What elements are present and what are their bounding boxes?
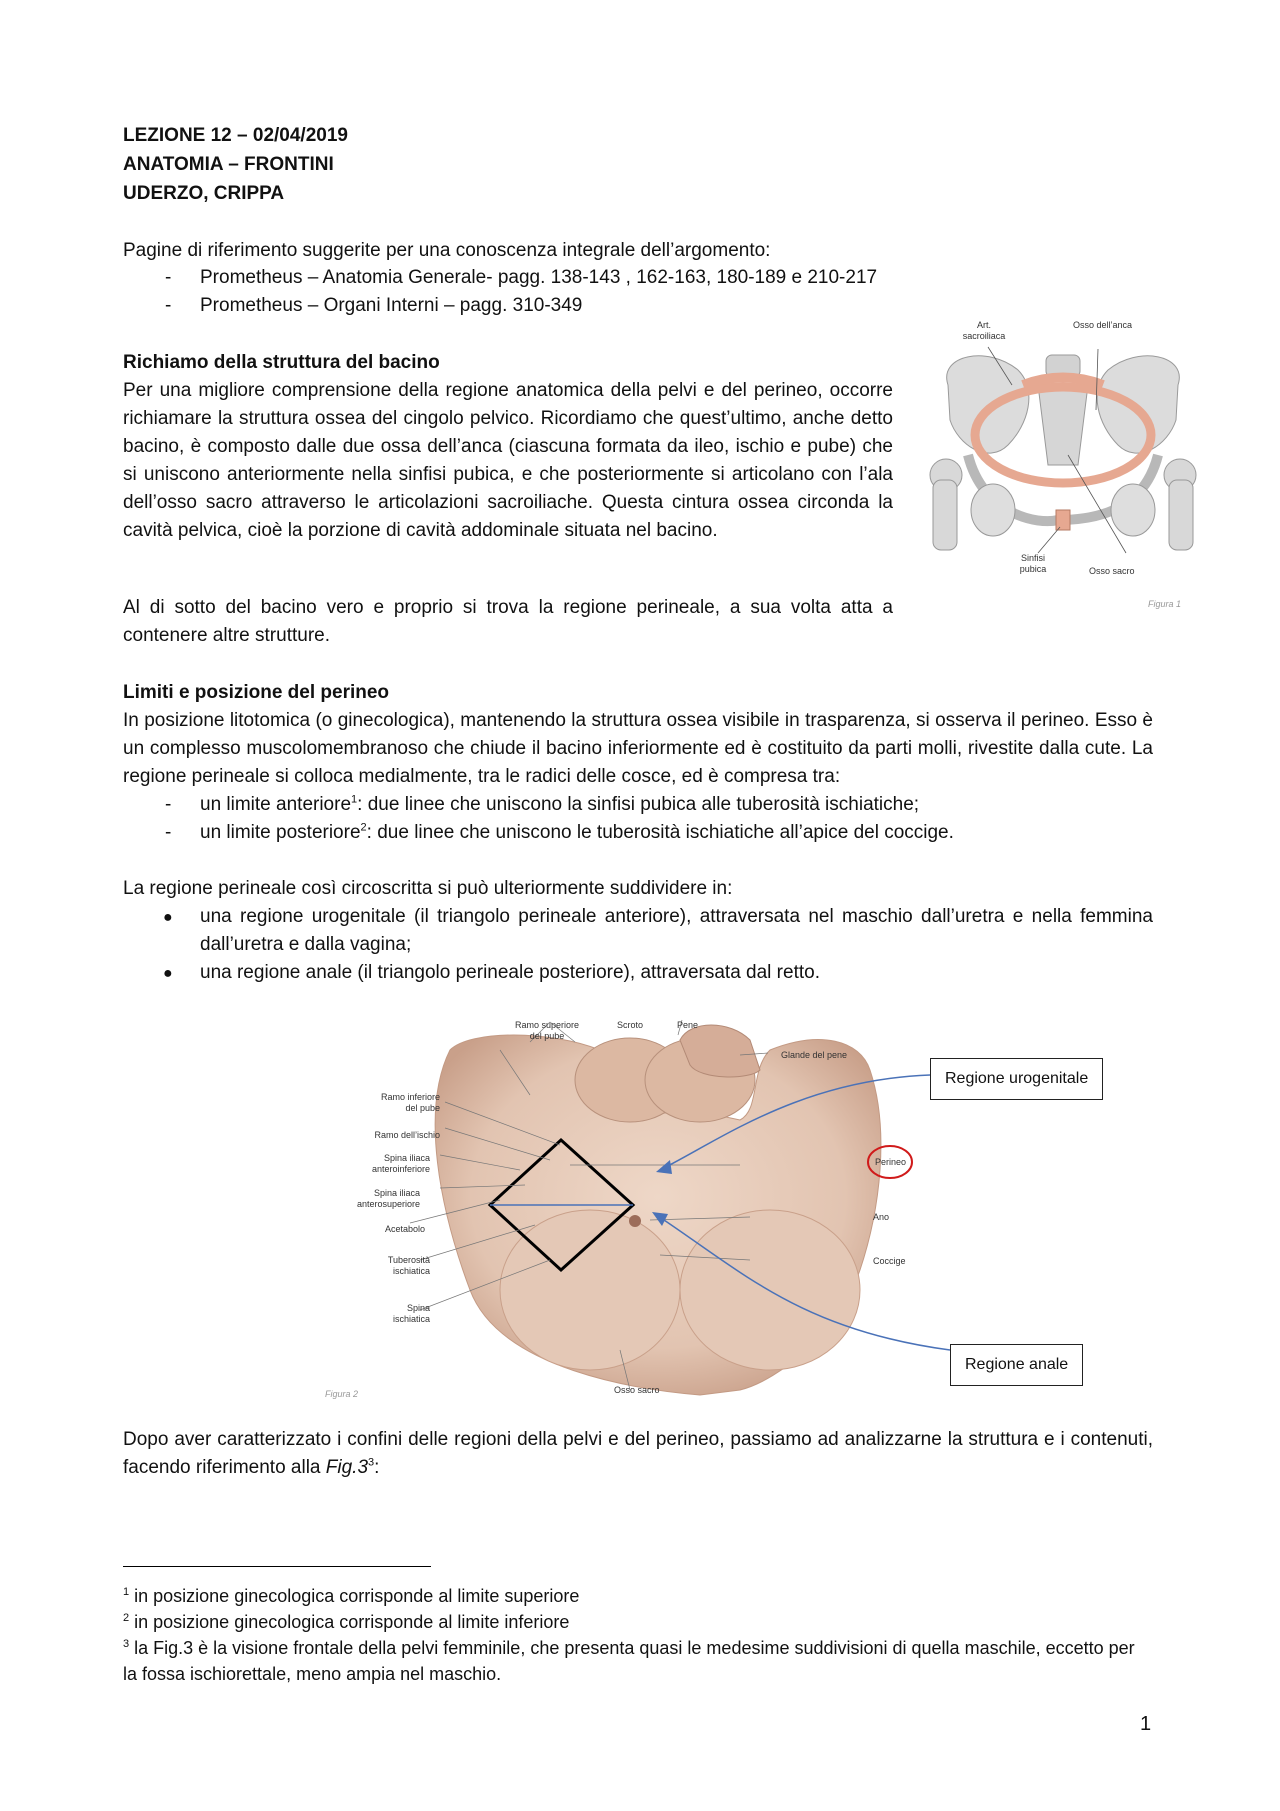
fig2-label-acetabolo: Acetabolo (384, 1224, 425, 1234)
reference-item: Prometheus – Anatomia Generale- pagg. 138-143 , 162-163, 180-189 e 210-217 (200, 267, 878, 288)
fig2-text: Spina iliaca (373, 1188, 420, 1198)
fig2-text: Tuberosità (387, 1255, 430, 1265)
fig2-label-pene: Pene (677, 1020, 699, 1030)
figure1-caption: Figura 1 (1148, 599, 1182, 609)
reference-item: Prometheus – Organi Interni – pagg. 310-349 (200, 295, 583, 316)
fig2-label-ramo-ischio: Ramo dell’ischio (374, 1130, 440, 1140)
fig1-label-osso-sacro: Osso sacro (1089, 566, 1135, 576)
fig2-text: anterosuperiore (356, 1199, 420, 1209)
fig2-label (340, 1303, 430, 1325)
fig2-text: Ramo superiore (514, 1020, 580, 1030)
fig1-label-osso-anca: Osso dell’anca (1073, 320, 1133, 330)
footnote-text: in posizione ginecologica corrisponde al limite inferiore (129, 1612, 570, 1632)
fig2-label (340, 1255, 430, 1277)
footnote-number: 2 (123, 1612, 130, 1624)
course-title: ANATOMIA – FRONTINI (123, 154, 334, 175)
limit-text: un limite posteriore (200, 822, 361, 843)
paragraph: Al di sotto del bacino vero e proprio si trova la regione perineale, a sua volta atta a contenere altre strutture. (123, 597, 893, 646)
list-dash: - (165, 822, 172, 843)
fig2-text: del pube (405, 1103, 440, 1113)
pelvis-illustration (928, 315, 1198, 605)
paragraph: In posizione litotomica (o ginecologica), mantenendo la struttura ossea visibile in trasparenza, si osserva il perineo. Esso è un complesso muscolomembranoso che chiude il bacino inferiormente ed è costituito da parti molli, rivestite dalla cute. La regione perineale si colloca medialmente, tra le radici delle cosce, ed è compresa tra: (123, 710, 1153, 787)
intro-text: Pagine di riferimento suggerite per una conoscenza integrale dell’argomento: (123, 240, 771, 261)
fig1-label-sacroiliaca: sacroiliaca (962, 331, 1006, 341)
fig1-label-pubica: pubica (1019, 564, 1047, 574)
fig1-label (1013, 553, 1053, 575)
fig2-label (360, 1092, 440, 1114)
fig2-text: Ramo inferiore (380, 1092, 440, 1102)
limit-text: : due linee che uniscono la sinfisi pubica alle tuberosità ischiatiche; (357, 794, 920, 815)
list-dash: - (165, 295, 172, 316)
footnote-number: 1 (123, 1586, 130, 1598)
fig1-label (960, 320, 1008, 342)
list-dash: - (165, 267, 172, 288)
list-dash: - (165, 794, 172, 815)
footnote-text: la Fig.3 è la visione frontale della pelvi femminile, che presenta quasi le medesime suddivisioni di quella maschile, eccetto per la fossa ischiorettale, meno ampia nel maschio. (123, 1638, 1135, 1684)
footnote-number: 3 (123, 1638, 130, 1650)
page-number: 1 (1140, 1713, 1152, 1735)
footnote-item (123, 1609, 1153, 1635)
section-title: Limiti e posizione del perineo (123, 682, 390, 703)
bullet-item: una regione urogenitale (il triangolo perineale anteriore), attraversata nel maschio dall’uretra e nella femmina dall’uretra e dalla vagina; (200, 906, 1153, 955)
lesson-title: LEZIONE 12 – 02/04/2019 (123, 125, 348, 146)
footnote-ref: 3 (368, 1456, 375, 1469)
region-box-anale: Regione anale (950, 1344, 1083, 1386)
footnote-separator (123, 1566, 431, 1567)
fig2-label (320, 1188, 420, 1210)
fig2-label (340, 1153, 430, 1175)
closing-text: Dopo aver caratterizzato i confini delle regioni della pelvi e del perineo, passiamo ad analizzarne la struttura e i contenuti, facendo riferimento alla (123, 1429, 1153, 1478)
limit-text: : due linee che uniscono le tuberosità ischiatiche all’apice del coccige. (366, 822, 954, 843)
fig2-label-scroto: Scroto (617, 1020, 644, 1030)
footnote-ref: 1 (351, 793, 358, 806)
fig2-label-perineo: Perineo (875, 1157, 907, 1167)
figure2-caption: Figura 2 (325, 1389, 359, 1399)
fig2-label-glande: Glande del pene (781, 1050, 848, 1060)
region-box-urogenitale: Regione urogenitale (930, 1058, 1103, 1100)
pelvis-figure (928, 315, 1198, 605)
bullet-dot: ● (163, 965, 173, 982)
authors: UDERZO, CRIPPA (123, 183, 285, 204)
bullet-dot: ● (163, 909, 173, 926)
fig1-label-sinfisi: Sinfisi (1020, 553, 1045, 563)
section-title: Richiamo della struttura del bacino (123, 352, 440, 373)
footnote-ref: 2 (360, 821, 367, 834)
limit-text: un limite anteriore (200, 794, 352, 815)
paragraph: La regione perineale così circoscritta si può ulteriormente suddividere in: (123, 878, 733, 899)
fig2-text: del pube (529, 1031, 565, 1041)
fig2-text: Spina iliaca (383, 1153, 430, 1163)
fig2-label-osso-sacro: Osso sacro (614, 1385, 660, 1395)
bullet-item: una regione anale (il triangolo perineale posteriore), attraversata dal retto. (200, 962, 820, 983)
closing-text: : (374, 1457, 380, 1478)
closing-paragraph (123, 1426, 1153, 1482)
fig2-text: ischiatica (392, 1266, 430, 1276)
fig2-label-ano: Ano (873, 1212, 890, 1222)
fig2-text: Spina (406, 1303, 430, 1313)
footnote-text: in posizione ginecologica corrisponde al limite superiore (129, 1586, 580, 1606)
limit-item (200, 819, 954, 847)
figure-reference: Fig.3 (325, 1457, 369, 1478)
fig2-text: anteroinferiore (371, 1164, 430, 1174)
fig1-label-art: Art. (976, 320, 991, 330)
footnote-item (123, 1635, 1153, 1687)
footnote-item (123, 1583, 1153, 1609)
fig2-text: ischiatica (392, 1314, 430, 1324)
fig2-label (512, 1020, 582, 1042)
fig2-label-coccige: Coccige (873, 1256, 906, 1266)
paragraph: Per una migliore comprensione della regione anatomica della pelvi e del perineo, occorre richiamare la struttura ossea del cingolo pelvico. Ricordiamo che quest’ultimo, anche detto bacino, è composto dalle due ossa dell’anca (ciascuna formata da ileo, ischio e pube) che si uniscono anteriormente nella sinfisi pubica, e che posteriormente si articolano con l’ala dell’osso sacro attraverso le articolazioni sacroiliache. Questa cintura ossea circonda la cavità pelvica, cioè la porzione di cavità addominale situata nel bacino. (123, 380, 893, 541)
limit-item (200, 791, 919, 819)
